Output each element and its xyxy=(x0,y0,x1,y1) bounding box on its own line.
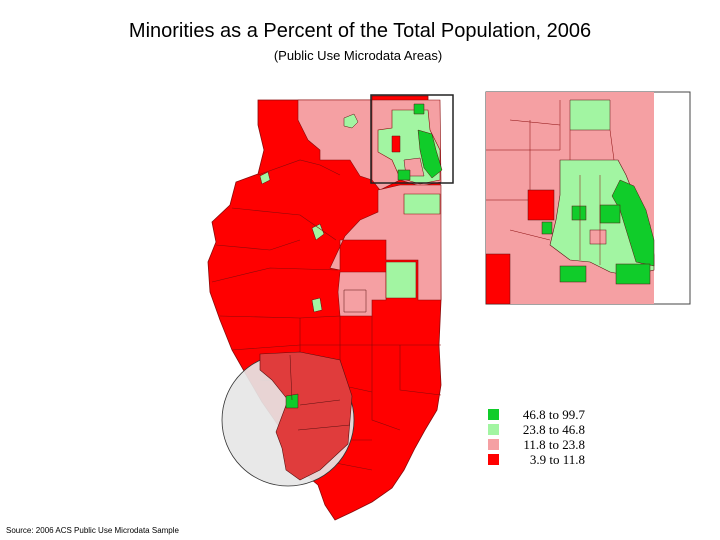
legend-label: 3.9 to 11.8 xyxy=(529,451,585,467)
map-title: Minorities as a Percent of the Total Population, 2006 xyxy=(128,20,592,42)
legend-item xyxy=(488,437,608,452)
legend-label: 23.8 to 46.8 xyxy=(522,421,585,437)
legend-swatch xyxy=(488,409,499,420)
chicago-red-a xyxy=(392,136,400,152)
champaign-blob xyxy=(344,290,366,312)
chicago-green-dark-b xyxy=(414,104,424,114)
region-green-light-east xyxy=(404,194,440,214)
source-note: Source: 2006 ACS Public Use Microdata Sample xyxy=(6,526,179,535)
legend-swatch xyxy=(488,424,499,435)
springfield-blob xyxy=(312,298,322,312)
chicago-inset xyxy=(486,92,690,304)
legend-item xyxy=(488,407,608,422)
legend xyxy=(488,407,608,467)
legend-swatch xyxy=(488,439,499,450)
legend-label: 46.8 to 99.7 xyxy=(522,406,585,422)
legend-item xyxy=(488,452,608,467)
legend-label: 11.8 to 23.8 xyxy=(523,436,585,452)
region-green-light-central xyxy=(386,262,416,298)
map-subtitle: (Public Use Microdata Areas) xyxy=(273,48,443,63)
legend-item xyxy=(488,422,608,437)
chicago-green-dark-c xyxy=(398,170,410,180)
legend-swatch xyxy=(488,454,499,465)
